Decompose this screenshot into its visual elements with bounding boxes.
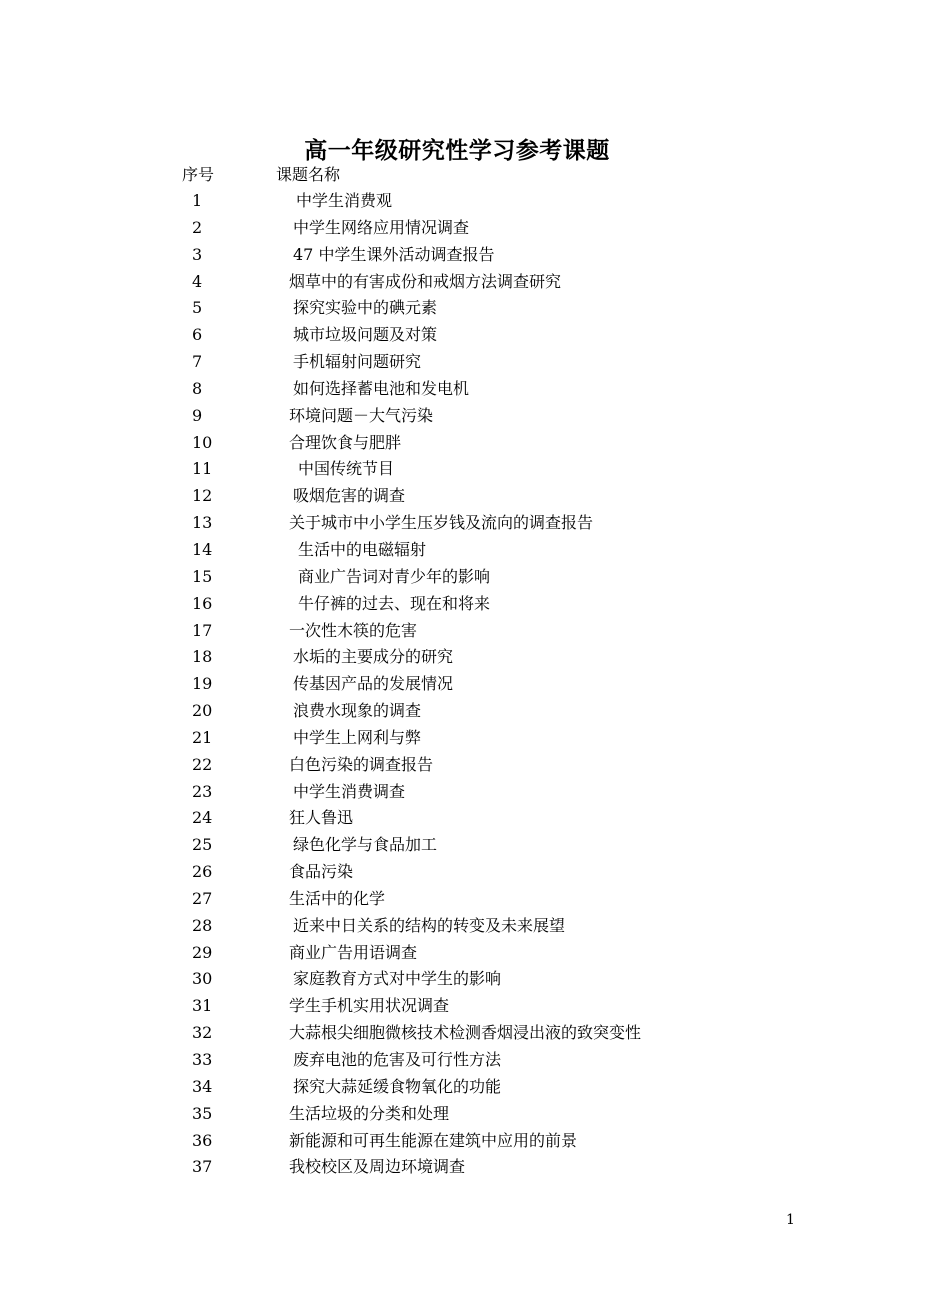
topic-name: 商业广告词对青少年的影响 — [298, 566, 491, 586]
topic-row — [0, 993, 950, 1020]
topic-row — [0, 242, 950, 269]
topic-name: 新能源和可再生能源在建筑中应用的前景 — [289, 1130, 578, 1150]
topic-row — [0, 940, 950, 967]
topic-number: 19 — [192, 674, 213, 694]
topic-name: 手机辐射问题研究 — [293, 352, 422, 372]
topic-row — [0, 376, 950, 403]
topic-number: 18 — [192, 647, 213, 667]
topic-row — [0, 1101, 950, 1128]
topic-number: 35 — [192, 1103, 213, 1123]
topic-number: 1 — [192, 191, 203, 210]
topic-row — [0, 215, 950, 242]
topic-number: 16 — [192, 593, 213, 613]
topic-number: 17 — [192, 620, 213, 640]
topic-name: 水垢的主要成分的研究 — [293, 647, 454, 667]
topic-row — [0, 403, 950, 430]
topic-row — [0, 966, 950, 993]
topic-row — [0, 698, 950, 725]
topic-row — [0, 483, 950, 510]
topic-name: 关于城市中小学生压岁钱及流向的调查报告 — [289, 513, 594, 533]
topic-number: 29 — [192, 942, 213, 962]
topic-row — [0, 456, 950, 483]
topic-name: 中学生消费调查 — [293, 781, 406, 801]
topic-number: 13 — [192, 513, 213, 533]
topic-number: 30 — [192, 969, 213, 989]
topic-row — [0, 832, 950, 859]
topic-number: 36 — [192, 1130, 213, 1150]
topic-row — [0, 537, 950, 564]
topic-row — [0, 805, 950, 832]
topic-row — [0, 618, 950, 645]
topic-list — [0, 188, 950, 1181]
topic-number: 12 — [192, 486, 213, 506]
topic-name: 食品污染 — [289, 862, 354, 882]
topic-name: 绿色化学与食品加工 — [293, 835, 438, 855]
topic-name: 47 中学生课外活动调查报告 — [293, 244, 495, 264]
topic-name: 城市垃圾问题及对策 — [293, 325, 438, 345]
topic-name: 生活中的电磁辐射 — [298, 539, 427, 559]
topic-row — [0, 671, 950, 698]
topic-row — [0, 322, 950, 349]
topic-name: 吸烟危害的调查 — [293, 486, 406, 506]
topic-row — [0, 269, 950, 296]
topic-row — [0, 1020, 950, 1047]
topic-number: 26 — [192, 862, 213, 882]
topic-row — [0, 1154, 950, 1181]
topic-number: 8 — [192, 378, 203, 398]
topic-row — [0, 510, 950, 537]
topic-name: 狂人鲁迅 — [289, 808, 354, 828]
topic-number: 4 — [192, 271, 203, 291]
topic-row — [0, 564, 950, 591]
topic-number: 27 — [192, 888, 213, 908]
topic-number: 37 — [192, 1157, 213, 1177]
topic-name: 牛仔裤的过去、现在和将来 — [298, 593, 491, 613]
topic-column-header: 课题名称 — [276, 165, 341, 184]
topic-name: 中学生消费观 — [296, 191, 393, 210]
topic-row — [0, 1128, 950, 1155]
topic-name: 传基因产品的发展情况 — [293, 674, 454, 694]
topic-row — [0, 779, 950, 806]
topic-number: 15 — [192, 566, 213, 586]
topic-row — [0, 725, 950, 752]
topic-number: 23 — [192, 781, 213, 801]
topic-row — [0, 295, 950, 322]
topic-name: 探究大蒜延缓食物氧化的功能 — [293, 1076, 502, 1096]
topic-name: 生活垃圾的分类和处理 — [289, 1103, 450, 1123]
topic-number: 5 — [192, 298, 203, 318]
topic-row — [0, 886, 950, 913]
topic-name: 近来中日关系的结构的转变及未来展望 — [293, 915, 566, 935]
topic-number: 33 — [192, 1050, 213, 1069]
topic-name: 我校校区及周边环境调查 — [289, 1157, 466, 1177]
topic-number: 24 — [192, 808, 213, 828]
topic-name: 家庭教育方式对中学生的影响 — [293, 969, 502, 989]
topic-name: 浪费水现象的调查 — [293, 701, 422, 721]
topic-name: 合理饮食与肥胖 — [289, 432, 402, 452]
topic-row — [0, 913, 950, 940]
topic-number: 14 — [192, 539, 213, 559]
topic-number: 3 — [192, 244, 203, 264]
topic-row — [0, 430, 950, 457]
index-column-header: 序号 — [182, 165, 215, 184]
topic-number: 6 — [192, 325, 203, 345]
topic-name: 如何选择蓄电池和发电机 — [293, 378, 470, 398]
topic-number: 2 — [192, 217, 203, 237]
topic-number: 34 — [192, 1076, 213, 1096]
topic-number: 11 — [192, 459, 213, 479]
topic-name: 商业广告用语调查 — [289, 942, 418, 962]
topic-name: 一次性木筷的危害 — [289, 620, 418, 640]
topic-name: 大蒜根尖细胞微核技术检测香烟浸出液的致突变性 — [289, 1023, 642, 1043]
topic-row — [0, 644, 950, 671]
topic-number: 21 — [192, 727, 213, 747]
table-header — [0, 163, 950, 187]
topic-name: 烟草中的有害成份和戒烟方法调查研究 — [289, 271, 562, 291]
topic-row — [0, 591, 950, 618]
topic-row — [0, 752, 950, 779]
page-number: 1 — [786, 1212, 795, 1228]
topic-number: 22 — [192, 754, 213, 774]
topic-name: 中学生上网利与弊 — [293, 727, 422, 747]
topic-name: 生活中的化学 — [289, 888, 386, 908]
topic-number: 20 — [192, 701, 213, 721]
topic-row — [0, 1047, 950, 1074]
topic-number: 7 — [192, 352, 203, 372]
topic-name: 中学生网络应用情况调查 — [293, 217, 470, 237]
document-title: 高一年级研究性学习参考课题 — [304, 137, 610, 164]
topic-row — [0, 188, 950, 215]
topic-number: 10 — [192, 432, 213, 452]
topic-name: 环境问题－大气污染 — [289, 405, 434, 425]
topic-name: 中国传统节目 — [298, 459, 395, 479]
topic-number: 25 — [192, 835, 213, 855]
topic-row — [0, 349, 950, 376]
topic-number: 32 — [192, 1023, 213, 1043]
topic-name: 探究实验中的碘元素 — [293, 298, 438, 318]
topic-number: 28 — [192, 915, 213, 935]
topic-row — [0, 1074, 950, 1101]
topic-name: 废弃电池的危害及可行性方法 — [293, 1050, 502, 1069]
topic-row — [0, 859, 950, 886]
topic-name: 学生手机实用状况调查 — [289, 996, 450, 1016]
topic-number: 9 — [192, 405, 203, 425]
topic-name: 白色污染的调查报告 — [289, 754, 434, 774]
topic-number: 31 — [192, 996, 213, 1016]
